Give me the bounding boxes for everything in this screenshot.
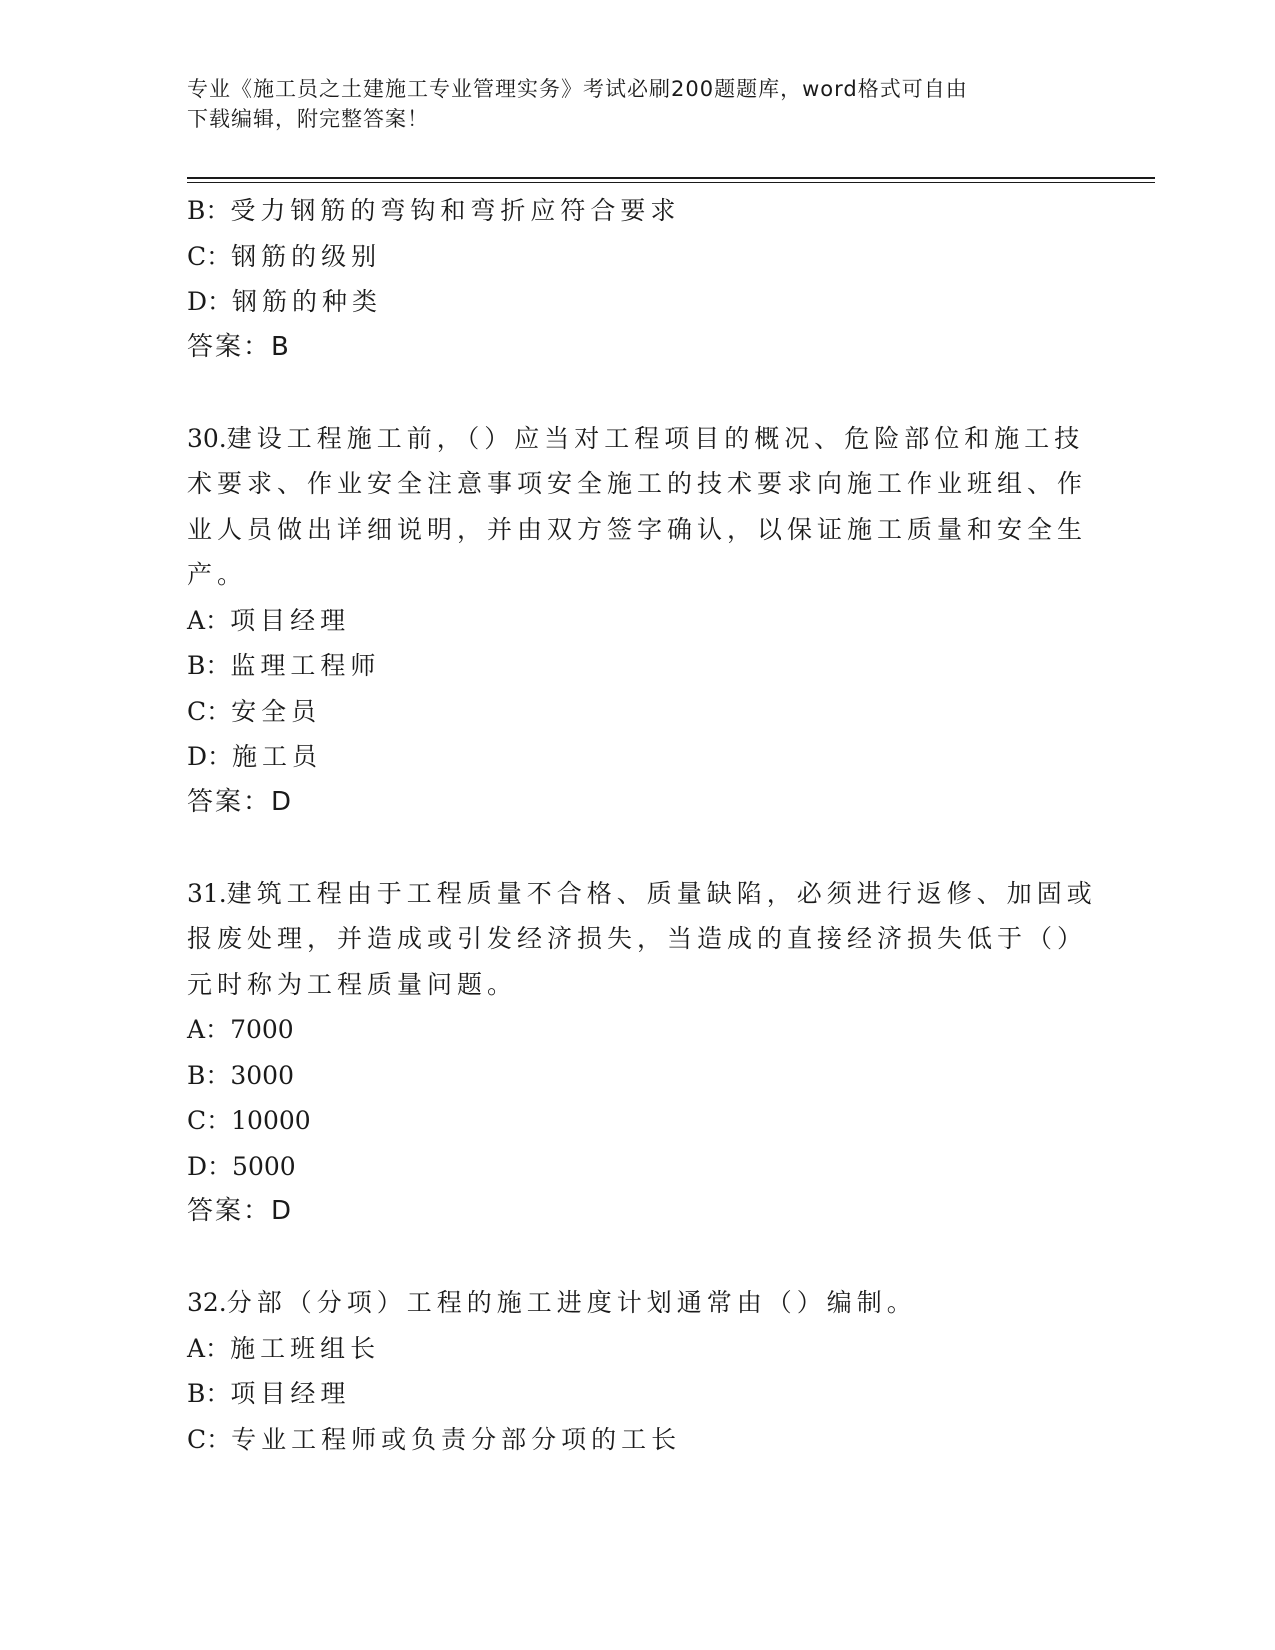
question-text-line: 32.分部（分项）工程的施工进度计划通常由（）编制。 (187, 1288, 917, 1317)
question-32 (187, 1280, 1087, 1462)
question-text-line: 30.建设工程施工前，（）应当对工程项目的概况、危险部位和施工技 (187, 423, 1085, 453)
question-text-line: 31.建筑工程由于工程质量不合格、质量缺陷，必须进行返修、加固或 (187, 878, 1097, 908)
question-number: 31. (187, 878, 227, 908)
question-number: 32. (187, 1288, 227, 1317)
question-text-line: 元时称为工程质量问题。 (187, 969, 518, 999)
option-b: B：受力钢筋的弯钩和弯折应符合要求 (187, 196, 681, 225)
question-30 (187, 416, 1087, 826)
header-line-1: 专业《施工员之土建施工专业管理实务》考试必刷200题题库，word格式可自由 (187, 77, 968, 101)
answer-line: 答案：D (187, 786, 294, 817)
option-c: C：安全员 (187, 696, 322, 726)
option-b: B：项目经理 (187, 1379, 351, 1408)
option-c: C：钢筋的级别 (187, 241, 382, 271)
header-rule-thin (187, 182, 1155, 183)
question-text-line: 报废处理，并造成或引发经济损失，当造成的直接经济损失低于（） (187, 924, 1088, 953)
header-line-2: 下载编辑，附完整答案！ (187, 107, 429, 131)
question-29-continued (187, 188, 1087, 370)
question-number: 30. (187, 423, 227, 453)
option-b: B：监理工程师 (187, 651, 381, 680)
header-rule-thick (187, 177, 1155, 179)
document-header (187, 74, 1067, 134)
option-c: C：专业工程师或负责分部分项的工长 (187, 1424, 682, 1454)
option-a: A：项目经理 (187, 605, 351, 635)
option-b: B：3000 (187, 1060, 294, 1090)
option-d: D：钢筋的种类 (187, 287, 383, 316)
option-d: D：5000 (187, 1151, 296, 1181)
question-text-line: 产。 (187, 560, 248, 589)
question-31 (187, 871, 1097, 1235)
answer-line: 答案：B (187, 331, 291, 362)
option-a: A：7000 (187, 1015, 294, 1044)
document-body (187, 188, 1097, 1462)
option-c: C：10000 (187, 1106, 311, 1135)
answer-line: 答案：D (187, 1196, 294, 1226)
option-d: D：施工员 (187, 742, 323, 771)
question-text-line: 术要求、作业安全注意事项安全施工的技术要求向施工作业班组、作 (187, 469, 1088, 498)
option-a: A：施工班组长 (187, 1333, 381, 1363)
question-text-line: 业人员做出详细说明，并由双方签字确认，以保证施工质量和安全生 (187, 514, 1088, 544)
